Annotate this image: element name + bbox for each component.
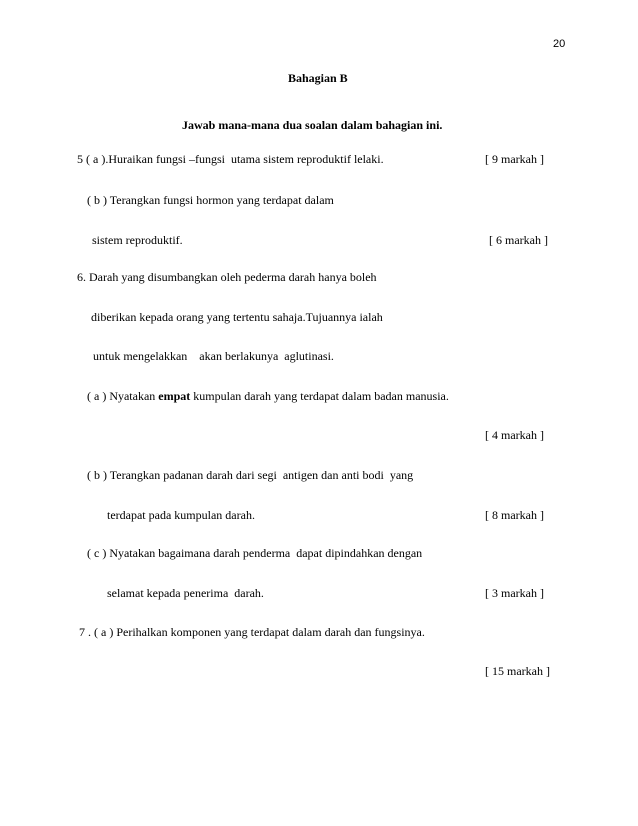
instruction-text: Jawab mana-mana dua soalan dalam bahagian ini.: [182, 118, 443, 132]
question-5b-line1: ( b ) Terangkan fungsi hormon yang terdapat dalam: [87, 193, 334, 207]
question-5a: 5 ( a ).Huraikan fungsi –fungsi utama sistem reproduktif lelaki.: [77, 152, 384, 166]
question-6-line3: untuk mengelakkan akan berlakunya aglutinasi.: [93, 349, 334, 363]
question-6c-line2: selamat kepada penerima darah.: [107, 586, 264, 600]
question-6c-mark: [ 3 markah ]: [485, 586, 544, 600]
question-5b-mark: [ 6 markah ]: [489, 233, 548, 247]
question-6c-line1: ( c ) Nyatakan bagaimana darah penderma dapat dipindahkan dengan: [87, 546, 423, 560]
question-6a-mark: [ 4 markah ]: [485, 428, 544, 442]
question-5b-line2: sistem reproduktif.: [92, 233, 183, 247]
question-6-line1: 6. Darah yang disumbangkan oleh pederma darah hanya boleh: [77, 270, 377, 284]
question-6b-mark: [ 8 markah ]: [485, 508, 544, 522]
question-6b-line1: ( b ) Terangkan padanan darah dari segi antigen dan anti bodi yang: [87, 468, 414, 482]
question-6-line2: diberikan kepada orang yang tertentu sahaja.Tujuannya ialah: [91, 310, 383, 324]
section-title: Bahagian B: [288, 71, 348, 85]
page-number: 20: [553, 38, 566, 50]
question-6a-suffix: kumpulan darah yang terdapat dalam badan manusia.: [190, 389, 449, 403]
question-7: 7 . ( a ) Perihalkan komponen yang terdapat dalam darah dan fungsinya.: [79, 625, 425, 639]
question-6a: [87, 389, 449, 403]
question-6a-prefix: ( a ) Nyatakan: [87, 389, 159, 403]
question-5a-mark: [ 9 markah ]: [485, 152, 544, 166]
question-6a-bold: empat: [158, 389, 191, 403]
question-7-mark: [ 15 markah ]: [485, 664, 550, 678]
question-6b-line2: terdapat pada kumpulan darah.: [107, 508, 255, 522]
